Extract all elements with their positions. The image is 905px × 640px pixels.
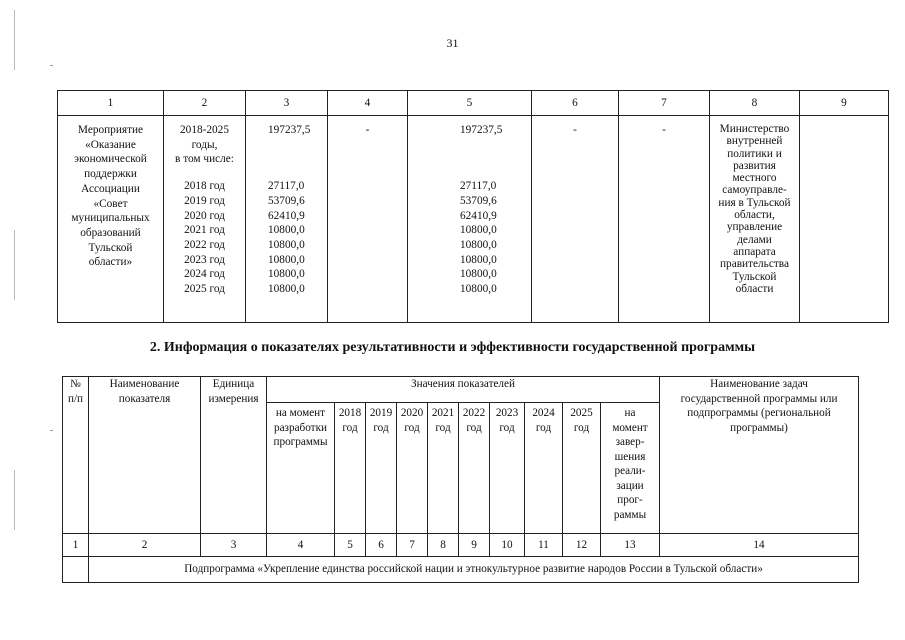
event-name-line: муниципальных (71, 212, 150, 225)
year-label: 2020 год (184, 209, 225, 222)
year-value: 53709,6 (268, 194, 305, 207)
header-line: год (435, 421, 451, 434)
column-number: 5 (408, 91, 532, 116)
year-value: 62410,9 (460, 209, 497, 222)
column-number: 2 (164, 91, 246, 116)
year-value: 10800,0 (460, 268, 497, 281)
table-row (58, 116, 889, 323)
header-line: 2020 (400, 407, 424, 419)
header-line: шения (614, 450, 646, 463)
event-name-line: области» (88, 256, 133, 269)
dash-value: - (662, 124, 666, 136)
margin-mark (50, 65, 53, 66)
table-header-row (63, 377, 859, 403)
dash-value: - (573, 124, 577, 136)
header-line: 2018 (338, 407, 362, 419)
header-line: программы (273, 436, 328, 448)
header-line: п/п (67, 392, 84, 405)
margin-mark (14, 470, 15, 530)
year-label: 2018 год (184, 180, 225, 193)
year-value: 10800,0 (268, 253, 305, 266)
header-line: измерения (208, 392, 259, 405)
executor-line: Министерство (719, 123, 790, 135)
header-year (490, 403, 525, 534)
header-line: прог- (617, 494, 643, 506)
period-line: в том числе: (175, 153, 234, 166)
period-line: годы, (191, 138, 218, 151)
dash-value: - (365, 124, 370, 136)
header-line: 2021 (431, 407, 455, 419)
header-line: подпрограммы (региональной (687, 407, 831, 419)
column-number: 2 (89, 534, 201, 557)
margin-mark (14, 230, 15, 300)
total-cell (246, 116, 328, 323)
column-number: 1 (58, 91, 164, 116)
header-line: завер- (615, 436, 645, 448)
executor-line: Тульской (732, 270, 777, 283)
empty-cell (63, 557, 89, 583)
event-name-line: Ассоциации (81, 182, 140, 195)
year-label: 2019 год (184, 194, 225, 207)
column-number: 8 (710, 91, 800, 116)
year-value: 10800,0 (268, 239, 305, 252)
header-line: раммы (613, 508, 647, 521)
header-line: 2022 (462, 407, 486, 419)
executor-line: области, (734, 209, 775, 222)
executor-line: правительства (720, 258, 789, 271)
year-value: 10800,0 (460, 239, 497, 252)
column-number-row (63, 534, 859, 557)
subprogram-title: Подпрограмма «Укрепление единства российской нации и этнокультурное развитие народов России в Тульской области» (89, 557, 859, 583)
event-name-line: «Совет (93, 197, 128, 210)
indicators-table (62, 376, 859, 583)
col6-cell (532, 116, 619, 323)
column-number: 10 (490, 534, 525, 557)
year-value: 10800,0 (268, 268, 305, 281)
header-line: реали- (614, 465, 646, 477)
year-value: 27117,0 (268, 180, 305, 193)
header-line: 2019 (369, 407, 393, 419)
header-line: на (624, 407, 636, 419)
subprogram-row (63, 557, 859, 583)
year-value: 10800,0 (460, 253, 497, 266)
event-name-line: «Оказание (85, 138, 136, 151)
executor-line: развития (733, 159, 776, 172)
header-line: год (404, 421, 420, 434)
header-line: год (499, 421, 515, 434)
period-cell (164, 116, 246, 323)
column-number: 11 (525, 534, 563, 557)
year-label: 2025 год (184, 283, 225, 296)
header-line: год (342, 421, 358, 434)
year-label: 2021 год (184, 224, 225, 237)
column-number: 1 (63, 534, 89, 557)
header-line: 2024 (532, 407, 555, 419)
header-num (63, 377, 89, 534)
executor-line: местного (732, 172, 777, 185)
executor-cell (710, 116, 800, 323)
executor-line: внутренней (726, 135, 783, 148)
year-value: 62410,9 (268, 209, 305, 222)
year-value: 10800,0 (460, 283, 497, 296)
header-line: год (535, 421, 552, 434)
header-line: государственной программы или (680, 392, 838, 405)
year-label: 2023 год (184, 253, 225, 266)
column-number: 4 (328, 91, 408, 116)
header-unit (201, 377, 267, 534)
year-value: 10800,0 (268, 283, 305, 296)
header-line: Наименование (109, 378, 180, 390)
header-line: Наименование задач (710, 378, 808, 390)
header-year (563, 403, 601, 534)
col9-cell (800, 116, 889, 323)
event-name-line: Мероприятие (77, 124, 144, 136)
column-number: 6 (366, 534, 397, 557)
regional-budget-cell (408, 116, 532, 323)
executor-line: области (735, 282, 774, 295)
column-number: 4 (267, 534, 335, 557)
column-number: 12 (563, 534, 601, 557)
executor-line: ния в Тульской (718, 196, 791, 209)
header-values: Значения показателей (267, 377, 660, 403)
column-number: 9 (800, 91, 889, 116)
header-line: № (70, 378, 81, 390)
executor-line: политики и (727, 147, 782, 160)
year-value: 10800,0 (268, 224, 305, 237)
column-number: 5 (335, 534, 366, 557)
header-end-value (601, 403, 660, 534)
year-value: 27117,0 (460, 180, 497, 193)
header-line: 2023 (495, 407, 519, 419)
header-indicator-name (89, 377, 201, 534)
header-line: год (373, 421, 389, 434)
header-line: зации (616, 479, 644, 492)
column-number: 8 (428, 534, 459, 557)
header-line: Единица (212, 378, 255, 390)
year-value: 53709,6 (460, 194, 497, 207)
column-number: 7 (397, 534, 428, 557)
header-start-value (267, 403, 335, 534)
year-label: 2024 год (184, 268, 225, 281)
header-line: показателя (118, 392, 171, 405)
page-number: 31 (446, 36, 459, 50)
table-header-row (58, 91, 889, 116)
column-number: 9 (459, 534, 490, 557)
header-line: на момент (275, 407, 326, 419)
header-line: год (573, 421, 590, 434)
event-name-line: Тульской (88, 241, 133, 254)
executor-line: самоуправле- (722, 184, 787, 197)
section-heading: 2. Информация о показателях результативности и эффективности государственной программы (149, 340, 756, 355)
column-number: 3 (246, 91, 328, 116)
executor-line: управление (726, 221, 783, 234)
executor-line: делами (737, 233, 772, 246)
header-line: момент (612, 421, 648, 434)
header-line: 2025 (570, 407, 593, 419)
column-number: 13 (601, 534, 660, 557)
header-year (525, 403, 563, 534)
column-number: 7 (619, 91, 710, 116)
period-line: 2018-2025 (180, 124, 229, 136)
event-name-cell (58, 116, 164, 323)
column-number: 14 (660, 534, 859, 557)
event-name-line: образований (80, 226, 141, 239)
column-number: 3 (201, 534, 267, 557)
column-number: 6 (532, 91, 619, 116)
year-label: 2022 год (184, 238, 225, 251)
col4-cell (328, 116, 408, 323)
year-value: 10800,0 (460, 224, 497, 237)
event-name-line: экономической (74, 153, 147, 166)
margin-mark (50, 430, 53, 431)
col7-cell (619, 116, 710, 323)
header-line: разработки (274, 421, 327, 434)
funding-table (57, 90, 889, 323)
header-year (366, 403, 397, 534)
header-tasks (660, 377, 859, 534)
total-value: 197237,5 (460, 124, 503, 136)
header-year (397, 403, 428, 534)
event-name-line: поддержки (84, 168, 137, 181)
executor-line: аппарата (733, 245, 776, 258)
header-year (428, 403, 459, 534)
header-line: год (466, 421, 482, 434)
header-year (335, 403, 366, 534)
header-year (459, 403, 490, 534)
total-value: 197237,5 (268, 124, 311, 136)
header-line: программы) (730, 421, 788, 434)
